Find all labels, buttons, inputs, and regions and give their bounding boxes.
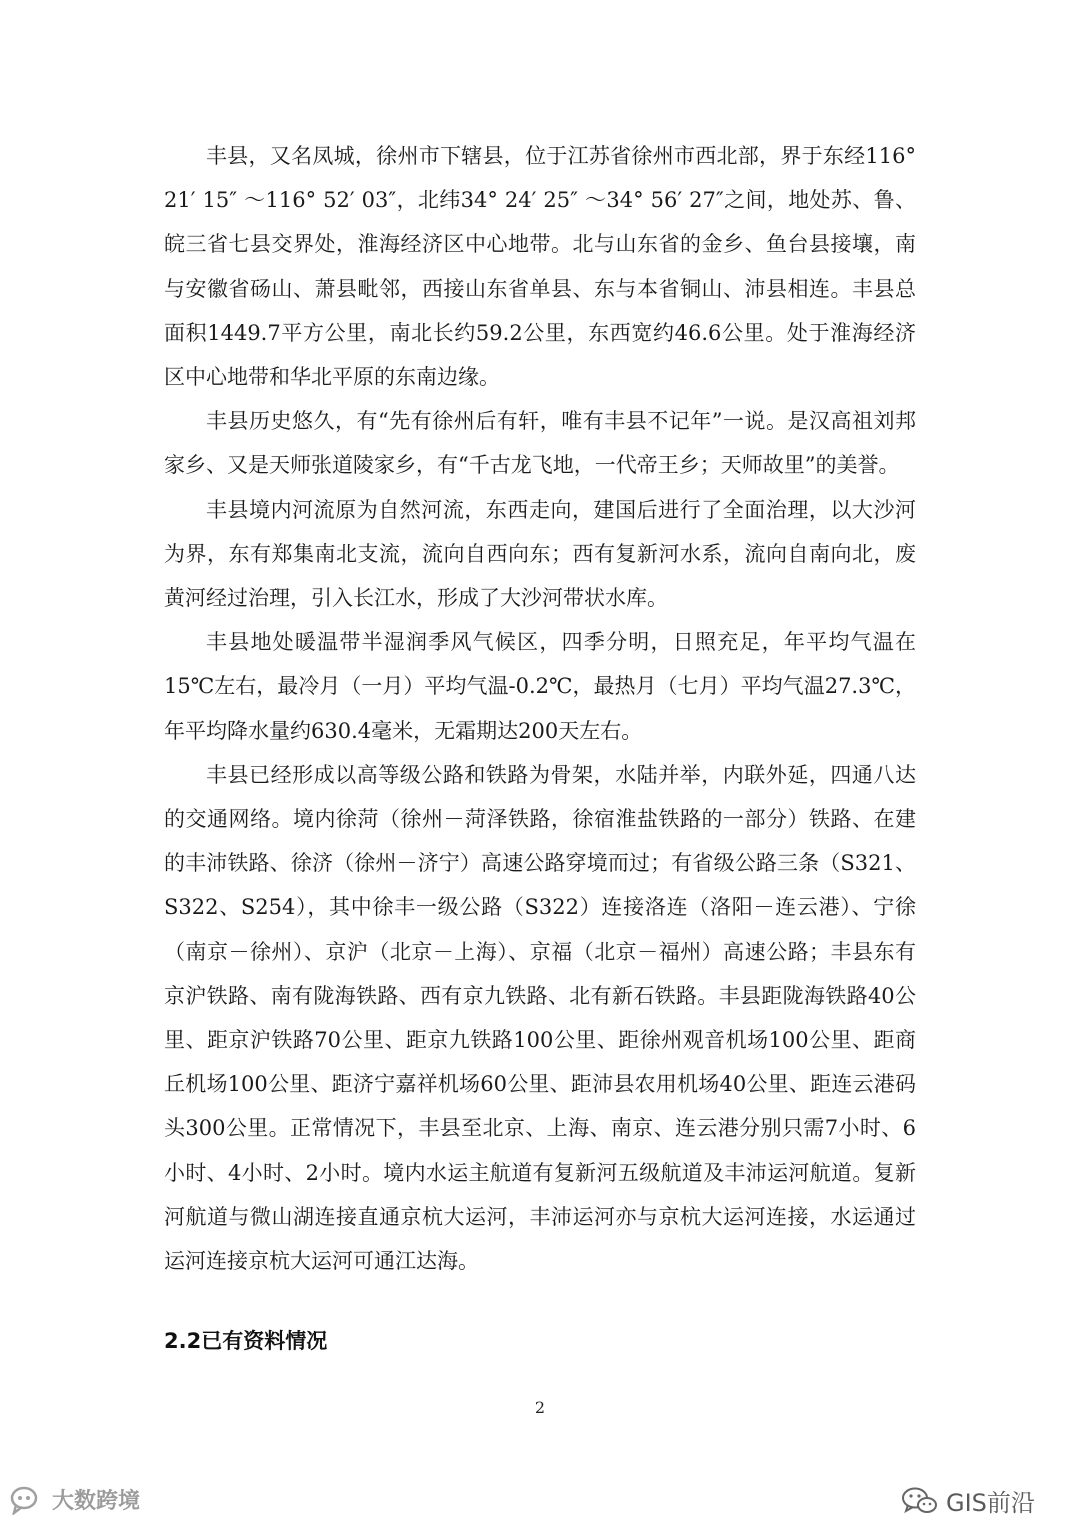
paragraph-climate: 丰县地处暖温带半湿润季风气候区，四季分明，日照充足，年平均气温在15℃左右，最冷月（一月）平均气温-0.2℃，最热月（七月）平均气温27.3℃，年平均降水量约630.4毫米，无霜期达200天左右。: [164, 630, 916, 743]
paragraph-transport: 丰县已经形成以高等级公路和铁路为骨架，水陆并举，内联外延，四通八达的交通网络。境内徐菏（徐州－菏泽铁路，徐宿淮盐铁路的一部分）铁路、在建的丰沛铁路、徐济（徐州－济宁）高速公路穿境而过；有省级公路三条（S321、S322、S254），其中徐丰一级公路（S322）连接洛连（洛阳－连云港）、宁徐（南京－徐州）、京沪（北京－上海）、京福（北京－福州）高速公路；丰县东有京沪铁路、南有陇海铁路、西有京九铁路、北有新石铁路。丰县距陇海铁路40公里、距京沪铁路70公里、距京九铁路100公里、距徐州观音机场100公里、距商丘机场100公里、距济宁嘉祥机场60公里、距沛县农用机场40公里、距连云港码头300公里。正常情况下，丰县至北京、上海、南京、连云港分别只需7小时、6小时、4小时、2小时。境内水运主航道有复新河五级航道及丰沛运河航道。复新河航道与微山湖连接直通京杭大运河，丰沛运河亦与京杭大运河连接，水运通过运河连接京杭大运河可通江达海。: [164, 762, 916, 1274]
section-heading: 2.2已有资料情况: [164, 1329, 328, 1353]
watermark-right: [900, 1483, 1035, 1518]
wechat-icon: [900, 1486, 940, 1516]
page-number: 2: [534, 1398, 546, 1417]
watermark-right-text: GIS前沿: [946, 1489, 1035, 1517]
paragraph-location: 丰县，又名凤城，徐州市下辖县，位于江苏省徐州市西北部，界于东经116° 21′ 15″ ～116° 52′ 03″，北纬34° 24′ 25″ ～34° 56′ 27″之间，地处苏、鲁、皖三省七县交界处，淮海经济区中心地带。北与山东省的金乡、鱼台县接壤，南与安徽省砀山、萧县毗邻，西接山东省单县、东与本省铜山、沛县相连。丰县总面积1449.7平方公里，南北长约59.2公里，东西宽约46.6公里。处于淮海经济区中心地带和华北平原的东南边缘。: [164, 144, 916, 390]
watermark-left-text: 大数跨境: [52, 1489, 141, 1514]
chat-bubble-icon: [10, 1485, 46, 1515]
body-text: [164, 134, 916, 1283]
paragraph-history: 丰县历史悠久，有“先有徐州后有轩，唯有丰县不记年”一说。是汉高祖刘邦家乡、又是天师张道陵家乡，有“千古龙飞地，一代帝王乡；天师故里”的美誉。: [164, 409, 916, 478]
watermark-left: [10, 1484, 140, 1515]
paragraph-rivers: 丰县境内河流原为自然河流，东西走向，建国后进行了全面治理，以大沙河为界，东有郑集南北支流，流向自西向东；西有复新河水系，流向自南向北，废黄河经过治理，引入长江水，形成了大沙河带状水库。: [164, 497, 916, 611]
